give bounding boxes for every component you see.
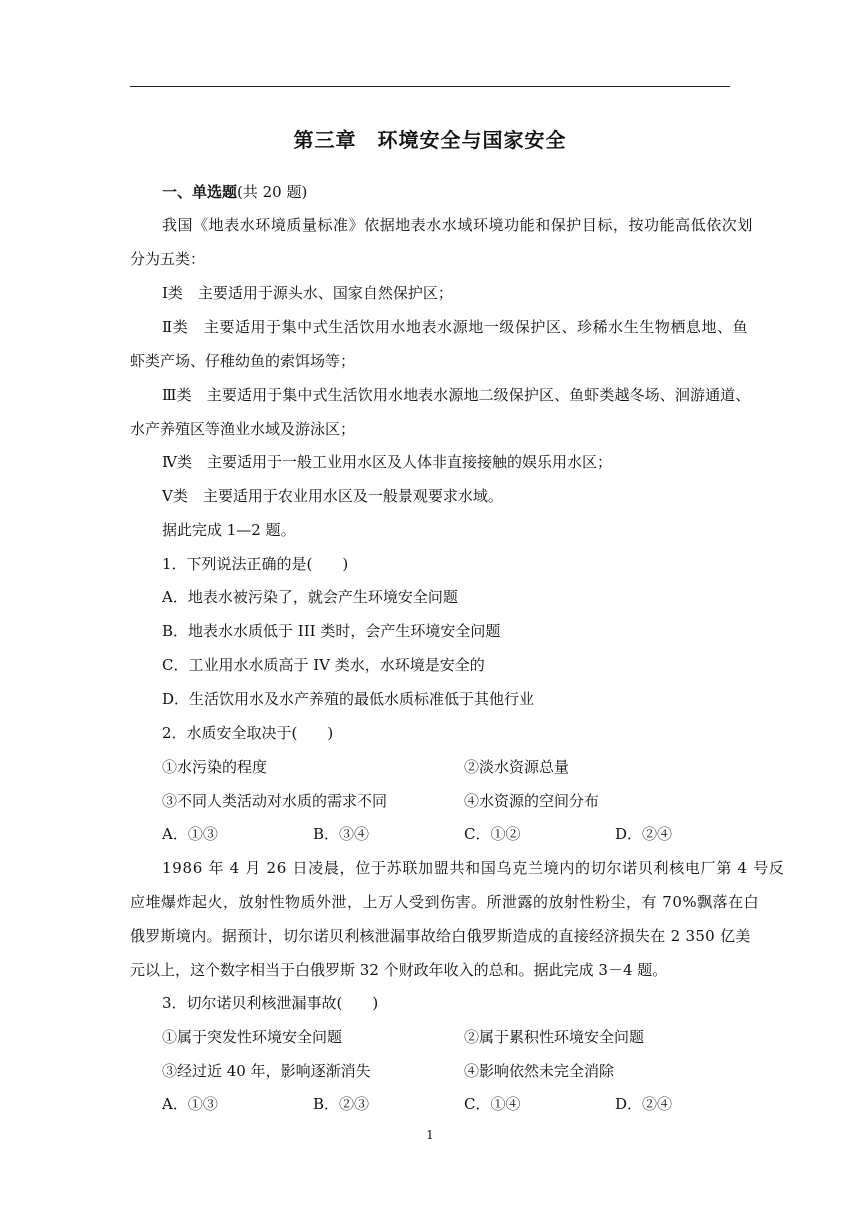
section-heading (162, 181, 307, 202)
q1-option-a: A．地表水被污染了，就会产生环境安全问题 (162, 588, 458, 606)
passage2-line1: 1986 年 4 月 26 日凌晨，位于苏联加盟共和国乌克兰境内的切尔诺贝利核电厂第 4 号反 (162, 859, 785, 877)
q2-statement-3: ③不同人类活动对水质的需求不同 (162, 792, 388, 810)
passage1-intro-line1: 我国《地表水环境质量标准》依据地表水水域环境功能和保护目标，按功能高低依次划 (162, 216, 753, 234)
passage2-line4: 元以上，这个数字相当于白俄罗斯 32 个财政年收入的总和。据此完成 3－4 题。 (130, 961, 668, 979)
q2-option-c: C．①② (464, 825, 521, 843)
page-number: 1 (426, 1128, 434, 1142)
section-heading-label: 一、单选题 (162, 183, 238, 201)
passage2-line2: 应堆爆炸起火，放射性物质外泄，上万人受到伤害。所泄露的放射性粉尘，有 70%飘落在白 (130, 893, 760, 911)
class-3-line2: 水产养殖区等渔业水域及游泳区； (130, 420, 356, 438)
class-3-line1: Ⅲ类 主要适用于集中式生活饮用水地表水源地二级保护区、鱼虾类越冬场、洄游通道、 (162, 386, 751, 404)
class-5-text: Ⅴ类 主要适用于农业用水区及一般景观要求水域。 (162, 487, 503, 505)
q2-statement-4: ④水资源的空间分布 (464, 792, 600, 810)
q1-stem: 1．下列说法正确的是( ) (162, 555, 349, 573)
passage1-instruction: 据此完成 1—2 题。 (162, 521, 296, 539)
q3-option-d: D．②④ (615, 1095, 673, 1113)
q2-stem: 2．水质安全取决于( ) (162, 724, 334, 742)
q3-statement-3: ③经过近 40 年，影响逐渐消失 (162, 1062, 371, 1080)
q3-option-a: A．①③ (162, 1095, 218, 1113)
header-rule (130, 86, 730, 87)
q2-statement-2: ②淡水资源总量 (464, 758, 570, 776)
q3-statement-2: ②属于累积性环境安全问题 (464, 1028, 645, 1046)
q1-option-d: D．生活饮用水及水产养殖的最低水质标准低于其他行业 (162, 690, 535, 708)
q1-option-c: C．工业用水水质高于 IV 类水，水环境是安全的 (162, 656, 485, 674)
class-2-line1: Ⅱ类 主要适用于集中式生活饮用水地表水源地一级保护区、珍稀水生生物栖息地、鱼 (162, 318, 749, 336)
q2-option-b: B．③④ (313, 825, 370, 843)
q2-option-d: D．②④ (615, 825, 673, 843)
q2-statement-1: ①水污染的程度 (162, 758, 268, 776)
chapter-title: 第三章 环境安全与国家安全 (293, 128, 567, 152)
q3-statement-1: ①属于突发性环境安全问题 (162, 1028, 343, 1046)
class-4-text: Ⅳ类 主要适用于一般工业用水区及人体非直接接触的娱乐用水区； (162, 453, 612, 471)
q2-option-a: A．①③ (162, 825, 218, 843)
passage2-line3: 俄罗斯境内。据预计，切尔诺贝利核泄漏事故给白俄罗斯造成的直接经济损失在 2 350 亿美 (130, 927, 751, 945)
q1-option-b: B．地表水水质低于 III 类时，会产生环境安全问题 (162, 622, 501, 640)
section-count: (共 20 题) (237, 183, 308, 201)
q3-option-c: C．①④ (464, 1095, 521, 1113)
q3-option-b: B．②③ (313, 1095, 370, 1113)
q3-statement-4: ④影响依然未完全消除 (464, 1062, 615, 1080)
q3-stem: 3．切尔诺贝利核泄漏事故( ) (162, 994, 379, 1012)
class-2-line2: 虾类产场、仔稚幼鱼的索饵场等； (130, 352, 356, 370)
class-1-text: Ⅰ类 主要适用于源头水、国家自然保护区； (162, 284, 453, 302)
passage1-intro-line2: 分为五类： (130, 250, 206, 268)
